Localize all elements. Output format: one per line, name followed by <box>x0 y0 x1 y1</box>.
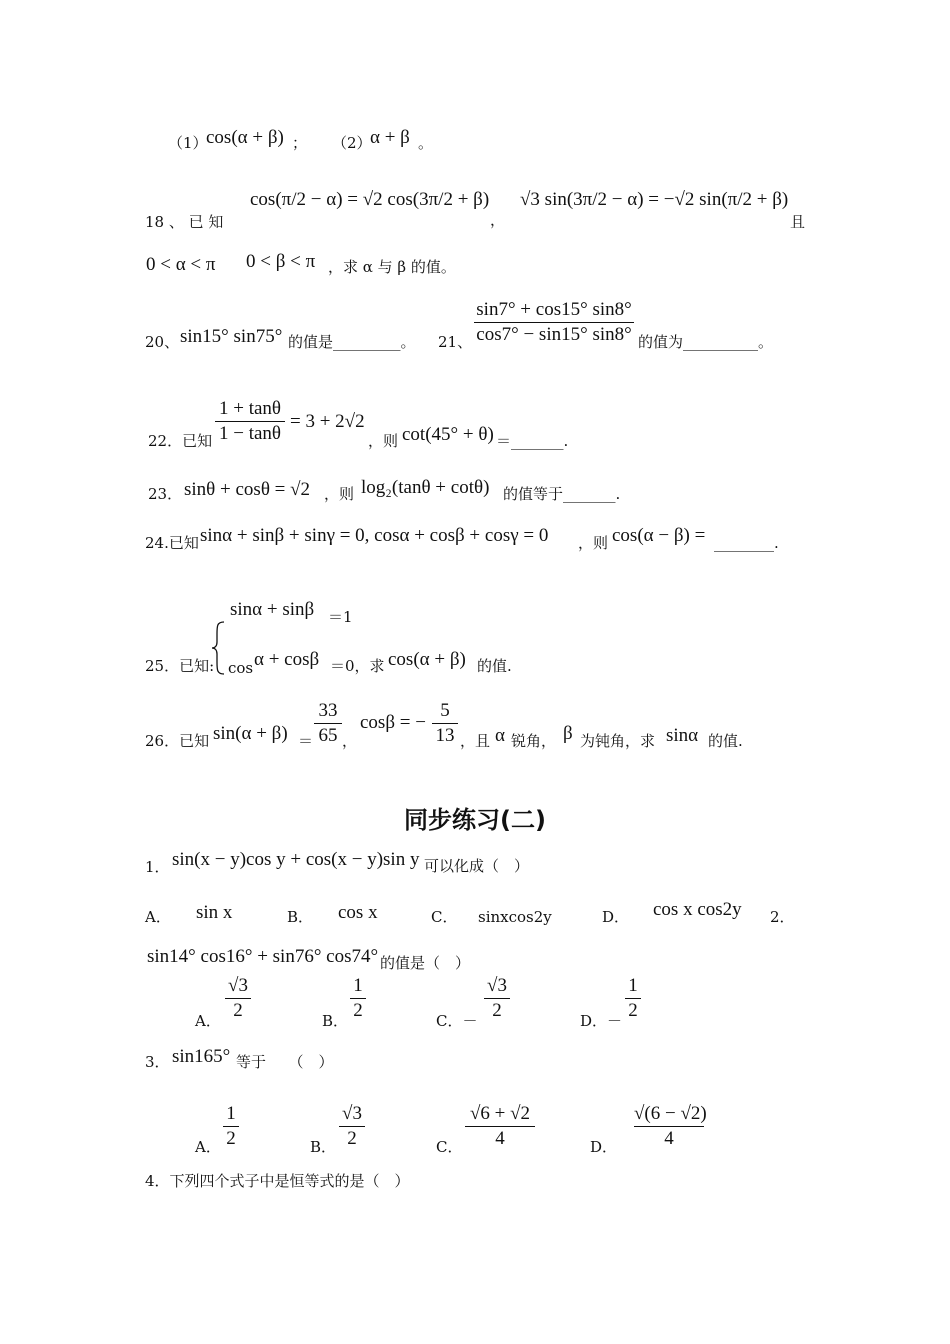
q22-numerator: 1 + tanθ <box>218 398 282 419</box>
q26-denominator-2: 13 <box>435 725 455 746</box>
s2-tail: 的值是（ ） <box>380 954 471 972</box>
q20-label: 20、 <box>145 333 180 351</box>
q26-expr3: sinα <box>666 725 699 746</box>
q26-expr2: cosβ = − <box>360 712 426 733</box>
q17-part1-expr: cos(α + β) <box>206 127 284 148</box>
q17-part2-label: （2） <box>332 134 372 152</box>
s1-option-b: cos x <box>338 902 378 923</box>
s1-option-b-label: B． <box>287 908 314 926</box>
s2-option-d-fraction <box>625 975 641 1022</box>
q26-tail-2: 锐角， <box>511 732 557 750</box>
s1-tail: 可以化成（ ） <box>424 857 530 875</box>
q26-fraction-2 <box>432 700 458 747</box>
q18-condition-1: 0 < α < π <box>146 254 216 275</box>
s3-tail: 等于 （ ） <box>236 1053 334 1071</box>
q26-label: 26．已知 <box>145 732 210 750</box>
q17-part1-end: ； <box>292 134 308 152</box>
s2-label: 2． <box>770 908 795 926</box>
q22-tail: ＝_______. <box>496 432 569 450</box>
q22-mid: ，则 <box>368 432 399 450</box>
s2-option-a-den: 2 <box>233 1000 243 1021</box>
s3-option-a-den: 2 <box>226 1128 236 1149</box>
q24-label: 24.已知 <box>145 534 199 552</box>
s1-expr: sin(x − y)cos y + cos(x − y)sin y <box>172 849 420 870</box>
s1-label: 1． <box>145 858 170 876</box>
q21-tail: 的值为__________。 <box>638 333 774 351</box>
q26-alpha: α <box>495 725 505 746</box>
q21-numerator: sin7° + cos15° sin8° <box>476 299 632 320</box>
s3-option-a-fraction <box>223 1103 239 1150</box>
q25-line2-cos: cos <box>228 659 254 677</box>
fraction-bar <box>350 998 366 999</box>
s3-option-d-den: 4 <box>664 1128 674 1149</box>
q25-line2-eq: ＝0，求 <box>330 657 385 675</box>
q18-equation-1: cos(π/2 − α) = √2 cos(3π/2 + β) <box>250 189 490 210</box>
q22-label: 22．已知 <box>148 432 213 450</box>
fraction-bar <box>474 322 634 323</box>
s2-option-b-den: 2 <box>353 1000 363 1021</box>
s3-option-c-label: C． <box>436 1138 463 1156</box>
s3-option-b-num: √3 <box>342 1103 362 1124</box>
s2-option-c-num: √3 <box>487 975 507 996</box>
s2-option-b-label: B． <box>322 1012 349 1030</box>
q21-fraction <box>474 299 634 346</box>
s3-label: 3． <box>145 1053 170 1071</box>
q25-line1-eq: ＝1 <box>328 608 353 626</box>
s3-option-c-fraction <box>465 1103 535 1150</box>
q17-part2-expr: α + β <box>370 127 410 148</box>
q24-mid: ，则 <box>578 534 609 552</box>
q24-expr2: cos(α − β) = <box>612 525 706 546</box>
s3-option-a-label: A． <box>195 1138 221 1156</box>
s2-option-c-fraction <box>484 975 510 1022</box>
s2-option-a-fraction <box>225 975 251 1022</box>
s1-option-c: sinxcos2y <box>478 908 552 926</box>
q18-condition-2: 0 < β < π <box>246 251 316 272</box>
q22-rhs: = 3 + 2√2 <box>290 411 365 432</box>
q22-fraction <box>215 398 285 445</box>
q26-numerator-1: 33 <box>318 700 338 721</box>
q22-expr: cot(45° + θ) <box>402 424 494 445</box>
q26-eq: ＝ <box>298 732 314 750</box>
fraction-bar <box>465 1126 535 1127</box>
q23-tail: 的值等于_______. <box>503 485 621 503</box>
fraction-bar <box>339 1126 365 1127</box>
q25-tail: 的值. <box>477 657 512 675</box>
q20-expr: sin15° sin75° <box>180 326 283 347</box>
q24-expr: sinα + sinβ + sinγ = 0, cosα + cosβ + cosγ = 0 <box>200 525 549 546</box>
q26-tail-3: 为钝角，求 <box>580 732 656 750</box>
q26-tail-4: 的值. <box>708 732 743 750</box>
s3-option-a-num: 1 <box>226 1103 236 1124</box>
fraction-bar <box>225 998 251 999</box>
s2-option-b-fraction <box>350 975 366 1022</box>
q25-system-line1: sinα + sinβ <box>230 599 315 620</box>
s3-option-d-label: D． <box>590 1138 618 1156</box>
q24-tail: ________. <box>714 534 779 552</box>
s3-option-c-num: √6 + √2 <box>469 1103 531 1124</box>
s3-option-b-label: B． <box>310 1138 337 1156</box>
s1-option-d-label: D． <box>602 908 630 926</box>
q26-beta: β <box>563 723 573 744</box>
q23-label: 23． <box>148 485 183 503</box>
q18-and: 且 <box>790 213 806 231</box>
q26-comma: ， <box>342 732 358 750</box>
s1-option-d: cos x cos2y <box>653 899 742 920</box>
s1-option-c-label: C． <box>431 908 458 926</box>
fraction-bar <box>215 421 285 422</box>
q18-question: ，求 α 与 β 的值。 <box>328 258 456 276</box>
s2-option-d-label: D．－ <box>580 1012 623 1030</box>
q25-expr: cos(α + β) <box>388 649 466 670</box>
q18-label: 18 、 已 知 <box>145 213 224 231</box>
fraction-bar <box>484 998 510 999</box>
q17-part2-end: 。 <box>418 134 434 152</box>
q26-expr: sin(α + β) <box>213 723 288 744</box>
q21-label: 21、 <box>438 333 473 351</box>
s2-option-a-num: √3 <box>228 975 248 996</box>
s3-option-d-fraction <box>634 1103 707 1150</box>
q23-expr2: log₂(tanθ + cotθ) <box>361 477 490 498</box>
s4-text: 4．下列四个式子中是恒等式的是（ ） <box>145 1172 410 1190</box>
s2-option-c-den: 2 <box>492 1000 502 1021</box>
section-title: 同步练习(二) <box>404 806 546 834</box>
s2-option-b-num: 1 <box>353 975 363 996</box>
q18-comma: ， <box>490 211 506 229</box>
s3-option-c-den: 4 <box>495 1128 505 1149</box>
fraction-bar <box>223 1126 239 1127</box>
s3-option-b-den: 2 <box>347 1128 357 1149</box>
q18-equation-2: √3 sin(3π/2 − α) = −√2 sin(π/2 + β) <box>520 189 789 210</box>
fraction-bar <box>432 723 458 724</box>
q26-denominator-1: 65 <box>318 725 338 746</box>
q25-system-line2: α + cosβ <box>254 649 320 670</box>
s2-option-d-num: 1 <box>628 975 638 996</box>
s2-option-c-label: C．－ <box>436 1012 478 1030</box>
q23-expr: sinθ + cosθ = √2 <box>184 479 311 500</box>
q20-tail: 的值是_________。 <box>288 333 416 351</box>
q17-part1-label: （1） <box>168 134 208 152</box>
s3-expr: sin165° <box>172 1046 231 1067</box>
s2-option-d-den: 2 <box>628 1000 638 1021</box>
q23-mid: ，则 <box>324 485 355 503</box>
fraction-bar <box>634 1126 704 1127</box>
q21-denominator: cos7° − sin15° sin8° <box>476 324 632 345</box>
s1-option-a-label: A． <box>145 908 171 926</box>
q25-label: 25．已知: <box>145 657 215 675</box>
fraction-bar <box>625 998 641 999</box>
q26-numerator-2: 5 <box>440 700 450 721</box>
s3-option-d-num: √(6 − √2) <box>634 1103 707 1124</box>
q22-denominator: 1 − tanθ <box>218 423 282 444</box>
q26-tail-1: ，且 <box>460 732 491 750</box>
s1-option-a: sin x <box>196 902 233 923</box>
s2-option-a-label: A． <box>195 1012 221 1030</box>
s2-expr: sin14° cos16° + sin76° cos74° <box>147 946 379 967</box>
fraction-bar <box>314 723 342 724</box>
s3-option-b-fraction <box>339 1103 365 1150</box>
q26-fraction-1 <box>314 700 342 747</box>
